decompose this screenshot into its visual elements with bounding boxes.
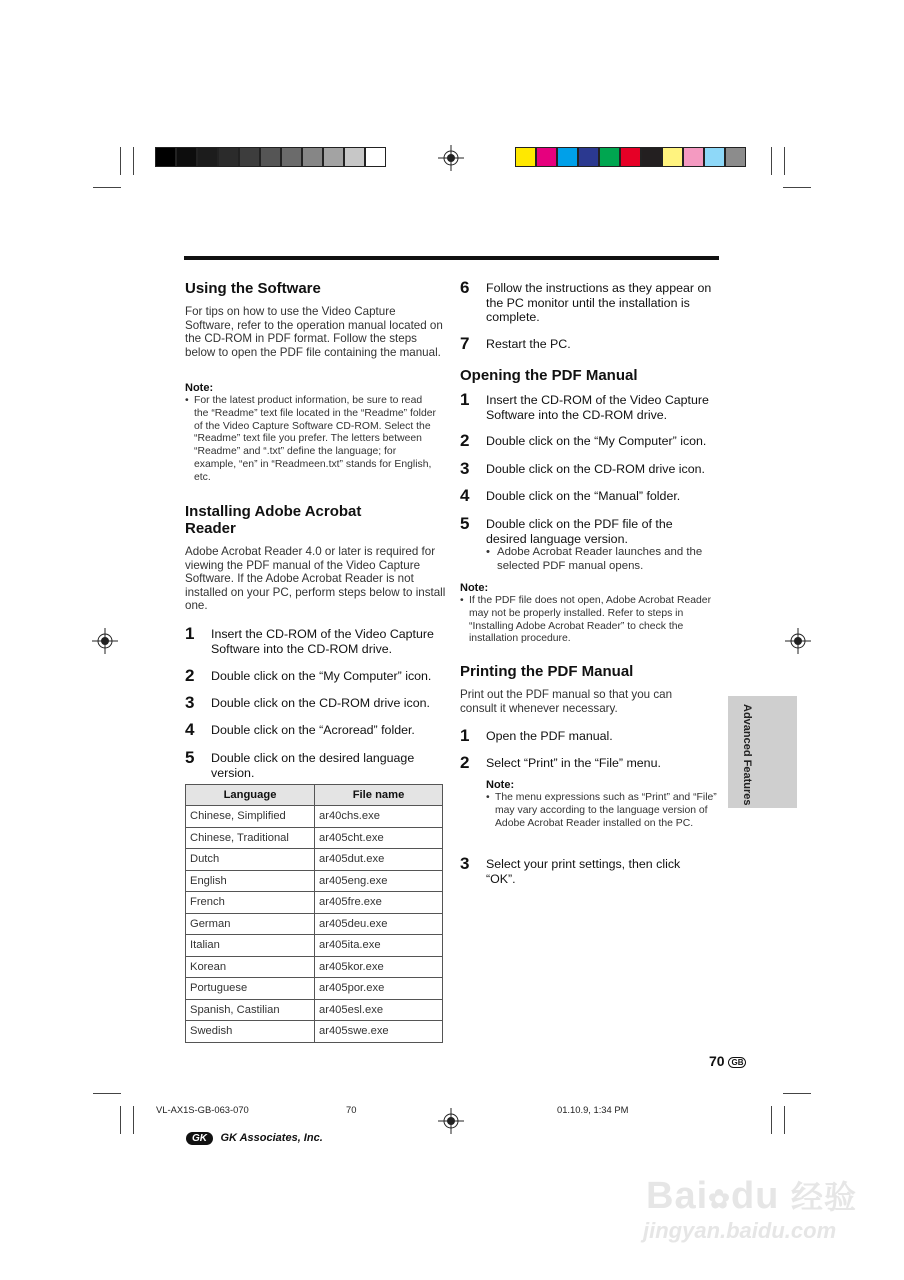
crop-mark: [120, 147, 121, 175]
step-number: 2: [460, 753, 470, 772]
step-number: 5: [460, 514, 470, 533]
color-swatch: [260, 147, 281, 167]
page-number-value: 70: [709, 1053, 725, 1069]
color-swatch: [599, 147, 620, 167]
table-row: [186, 849, 443, 871]
step-number: 2: [460, 431, 470, 450]
color-swatch: [218, 147, 239, 167]
column-header: Language: [186, 785, 315, 806]
table-row: [186, 827, 443, 849]
step-text: Double click on the “Manual” folder.: [486, 489, 681, 503]
section-title-opening: Opening the PDF Manual: [460, 367, 638, 384]
watermark-brand: Bai: [646, 1175, 709, 1217]
step-number: 1: [460, 726, 470, 745]
language-cell: Chinese, Simplified: [186, 806, 315, 828]
crop-mark: [784, 147, 785, 175]
filename-cell: ar405kor.exe: [315, 956, 443, 978]
crop-mark: [771, 1106, 772, 1134]
color-swatch: [704, 147, 725, 167]
step-number: 5: [185, 748, 195, 767]
note-text: • For the latest product information, be sure to read the “Readme” text file located in the “Readme” folder of the Video Capture Software CD-ROM. Select the “Readme” text file you prefer. The letters between “Readme” and “.txt” define the language; for example, “en” in “Readmeen.txt” stands for English, etc.: [185, 395, 439, 485]
color-swatch: [239, 147, 260, 167]
color-swatch: [725, 147, 746, 167]
step-number: 1: [185, 624, 195, 643]
page-number: [709, 1053, 746, 1069]
filename-cell: ar405ita.exe: [315, 935, 443, 957]
registration-mark-icon: [785, 628, 811, 654]
footer-logo: [186, 1128, 323, 1144]
table-header-row: [186, 785, 443, 806]
crop-mark: [93, 1093, 121, 1094]
crop-mark: [133, 147, 134, 175]
step-text: Follow the instructions as they appear on the PC monitor until the installation is complete.: [486, 281, 712, 325]
table-row: [186, 892, 443, 914]
note-label: Note:: [460, 582, 489, 594]
logo-mark-icon: GK: [186, 1132, 213, 1145]
side-tab: [728, 696, 797, 808]
crop-mark: [784, 1106, 785, 1134]
step-text: Insert the CD-ROM of the Video Capture Software into the CD-ROM drive.: [486, 393, 709, 422]
logo-text: GK Associates, Inc.: [220, 1132, 323, 1144]
language-cell: German: [186, 913, 315, 935]
open-sub-bullet: • Adobe Acrobat Reader launches and the selected PDF manual opens.: [486, 546, 715, 573]
watermark-url: jingyan.baidu.com: [643, 1218, 837, 1243]
color-swatch: [302, 147, 323, 167]
crop-mark: [771, 147, 772, 175]
install-intro: Adobe Acrobat Reader 4.0 or later is required for viewing the PDF manual of the Video Capture Software. If the Adobe Acrobat Reader is not installed on your PC, perform steps below to install one.: [185, 545, 446, 613]
color-swatch: [281, 147, 302, 167]
color-swatch: [176, 147, 197, 167]
region-badge: GB: [728, 1057, 746, 1068]
table-row: [186, 870, 443, 892]
filename-cell: ar405fre.exe: [315, 892, 443, 914]
table-row: [186, 913, 443, 935]
watermark-brand-2: du: [730, 1175, 780, 1217]
language-cell: Chinese, Traditional: [186, 827, 315, 849]
language-cell: Portuguese: [186, 978, 315, 1000]
table-row: [186, 978, 443, 1000]
footer-date: 01.10.9, 1:34 PM: [557, 1104, 629, 1115]
step-number: 4: [185, 720, 195, 739]
filename-cell: ar40chs.exe: [315, 806, 443, 828]
language-cell: Spanish, Castilian: [186, 999, 315, 1021]
section-title-using-software: Using the Software: [185, 280, 321, 297]
step-text: Double click on the PDF file of the desired language version.: [486, 517, 673, 546]
crop-mark: [93, 187, 121, 188]
section-title-installing: Installing Adobe Acrobat Reader: [185, 503, 362, 537]
color-swatch: [578, 147, 599, 167]
crop-mark: [133, 1106, 134, 1134]
step-text: Double click on the “Acroread” folder.: [211, 723, 415, 737]
filename-cell: ar405esl.exe: [315, 999, 443, 1021]
step-number: 7: [460, 334, 470, 353]
color-swatch: [641, 147, 662, 167]
section-title-printing: Printing the PDF Manual: [460, 663, 634, 680]
registration-mark-icon: [438, 145, 464, 171]
step-text: Double click on the desired language version.: [211, 751, 415, 780]
step-text: Restart the PC.: [486, 337, 571, 351]
language-cell: Dutch: [186, 849, 315, 871]
color-swatch: [515, 147, 536, 167]
step-text: Double click on the CD-ROM drive icon.: [486, 462, 705, 476]
registration-mark-icon: [92, 628, 118, 654]
color-swatch: [683, 147, 704, 167]
color-swatch: [155, 147, 176, 167]
registration-mark-icon: [438, 1108, 464, 1134]
table-row: [186, 999, 443, 1021]
step-text: Select “Print” in the “File” menu.: [486, 756, 661, 770]
intro-paragraph: For tips on how to use the Video Capture Software, refer to the operation manual located on the CD-ROM in PDF format. Follow the steps below to open the PDF file containing the manual.: [185, 305, 443, 359]
crop-mark: [783, 187, 811, 188]
step-number: 3: [460, 854, 470, 873]
filename-cell: ar405swe.exe: [315, 1021, 443, 1043]
top-rule: [184, 256, 719, 260]
footer-file-code: VL-AX1S-GB-063-070: [156, 1104, 249, 1115]
step-number: 3: [460, 459, 470, 478]
language-cell: French: [186, 892, 315, 914]
paw-icon: ✿: [708, 1184, 731, 1214]
step-number: 6: [460, 278, 470, 297]
color-swatch: [662, 147, 683, 167]
filename-cell: ar405deu.exe: [315, 913, 443, 935]
table-row: [186, 806, 443, 828]
color-swatch: [365, 147, 386, 167]
language-cell: Italian: [186, 935, 315, 957]
filename-cell: ar405dut.exe: [315, 849, 443, 871]
column-header: File name: [315, 785, 443, 806]
step-number: 4: [460, 486, 470, 505]
crop-mark: [120, 1106, 121, 1134]
table-row: [186, 1021, 443, 1043]
table-row: [186, 956, 443, 978]
step-text: Select your print settings, then click “OK”.: [486, 857, 681, 886]
side-tab-label: Advanced Features: [741, 704, 753, 806]
color-swatch: [536, 147, 557, 167]
step-number: 3: [185, 693, 195, 712]
filename-cell: ar405por.exe: [315, 978, 443, 1000]
language-cell: Swedish: [186, 1021, 315, 1043]
step-number: 1: [460, 390, 470, 409]
language-cell: Korean: [186, 956, 315, 978]
color-swatch: [197, 147, 218, 167]
footer-page: 70: [346, 1104, 357, 1115]
note-label: Note:: [185, 382, 214, 394]
filename-cell: ar405eng.exe: [315, 870, 443, 892]
print-note-label: Note:: [486, 779, 515, 791]
note-text: • If the PDF file does not open, Adobe Acrobat Reader may not be properly installed. Refer to steps in “Installing Adobe Acrobat Reader” to check the installation procedure.: [460, 595, 714, 646]
color-swatch: [620, 147, 641, 167]
step-text: Insert the CD-ROM of the Video Capture Software into the CD-ROM drive.: [211, 627, 434, 656]
print-note-text: • The menu expressions such as “Print” and “File” may vary according to the language version of Adobe Acrobat Reader installed on the PC.: [486, 792, 717, 830]
watermark-cn: 经验: [790, 1179, 857, 1215]
language-file-table: [185, 784, 443, 1043]
color-swatch: [323, 147, 344, 167]
table-row: [186, 935, 443, 957]
filename-cell: ar405cht.exe: [315, 827, 443, 849]
step-number: 2: [185, 666, 195, 685]
step-text: Double click on the “My Computer” icon.: [211, 669, 432, 683]
step-text: Double click on the “My Computer” icon.: [486, 434, 707, 448]
watermark-logo: [646, 1172, 857, 1218]
language-cell: English: [186, 870, 315, 892]
color-swatch: [344, 147, 365, 167]
step-text: Open the PDF manual.: [486, 729, 613, 743]
print-intro: Print out the PDF manual so that you can consult it whenever necessary.: [460, 688, 673, 715]
crop-mark: [783, 1093, 811, 1094]
step-text: Double click on the CD-ROM drive icon.: [211, 696, 430, 710]
color-swatch: [557, 147, 578, 167]
